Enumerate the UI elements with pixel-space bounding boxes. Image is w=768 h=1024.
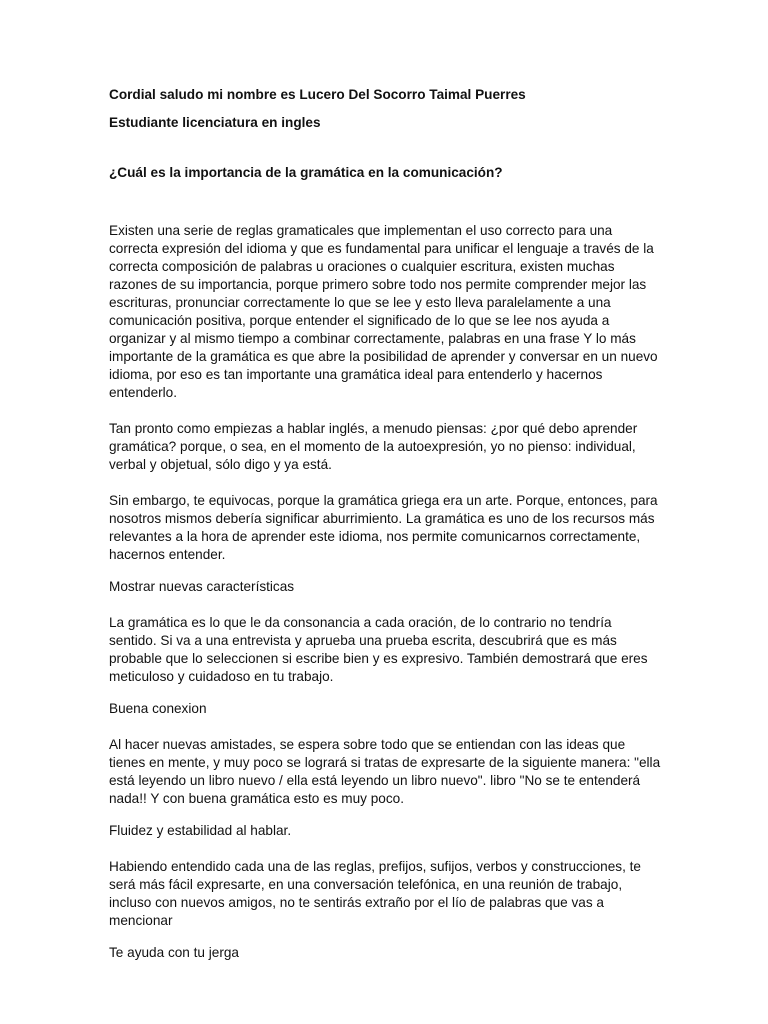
paragraph-friendships: Al hacer nuevas amistades, se espera sobre todo que se entiendan con las ideas que tienes en mente, y muy poco se logrará si tratas de expresarte de la siguiente manera: "ella está leyendo un libro nuevo / ella está leyendo un libro nuevo". libro "No se te entenderá nada!! Y con buena gramática esto es muy poco. xyxy=(109,737,661,806)
question-heading: ¿Cuál es la importancia de la gramática en la comunicación? xyxy=(109,165,503,180)
role-line: Estudiante licenciatura en ingles xyxy=(109,115,321,130)
paragraph-consonance: La gramática es lo que le da consonancia a cada oración, de lo contrario no tendría sentido. Si va a una entrevista y aprueba una prueba escrita, descubrirá que es más probable que lo seleccionen si escribe bien y es expresivo. También demostrará que eres meticuloso y cuidadoso en tu trabajo. xyxy=(109,615,648,684)
section-heading-jargon: Te ayuda con tu jerga xyxy=(109,945,239,960)
section-heading-good-connection: Buena conexion xyxy=(109,701,207,716)
document-content xyxy=(109,86,661,962)
paragraph-rules: Habiendo entendido cada una de las reglas, prefijos, sufijos, verbos y construcciones, te será más fácil expresarte, en una conversación telefónica, en una reunión de trabajo, incluso con nuevos amigos, no te sentirás extraño por el lío de palabras que vas a mencionar xyxy=(109,859,641,928)
greeting-line: Cordial saludo mi nombre es Lucero Del Socorro Taimal Puerres xyxy=(109,87,526,102)
paragraph-intro: Existen una serie de reglas gramaticales que implementan el uso correcto para una correcta expresión del idioma y que es fundamental para unificar el lenguaje a través de la correcta composición de palabras u oraciones o cualquier escritura, existen muchas razones de su importancia, porque primero sobre todo nos permite comprender mejor las escrituras, pronunciar correctamente lo que se lee y esto lleva paralelamente a una comunicación positiva, porque entender el significado de lo que se lee nos ayuda a organizar y al mismo tiempo a combinar correctamente, palabras en una frase Y lo más importante de la gramática es que abre la posibilidad de aprender y conversar en un nuevo idioma, por eso es tan importante una gramática ideal para entenderlo y hacernos entenderlo. xyxy=(109,223,658,400)
paragraph-however: Sin embargo, te equivocas, porque la gramática griega era un arte. Porque, entonces, para nosotros mismos debería significar aburrimiento. La gramática es uno de los recursos más relevantes a la hora de aprender este idioma, nos permite comunicarnos correctamente, hacernos entender. xyxy=(109,493,658,562)
section-heading-new-features: Mostrar nuevas características xyxy=(109,579,295,594)
paragraph-why-grammar: Tan pronto como empiezas a hablar inglés, a menudo piensas: ¿por qué debo aprender gramática? porque, o sea, en el momento de la autoexpresión, yo no pienso: individual, verbal y objetual, sólo digo y ya está. xyxy=(109,421,638,472)
section-heading-fluency: Fluidez y estabilidad al hablar. xyxy=(109,823,292,838)
